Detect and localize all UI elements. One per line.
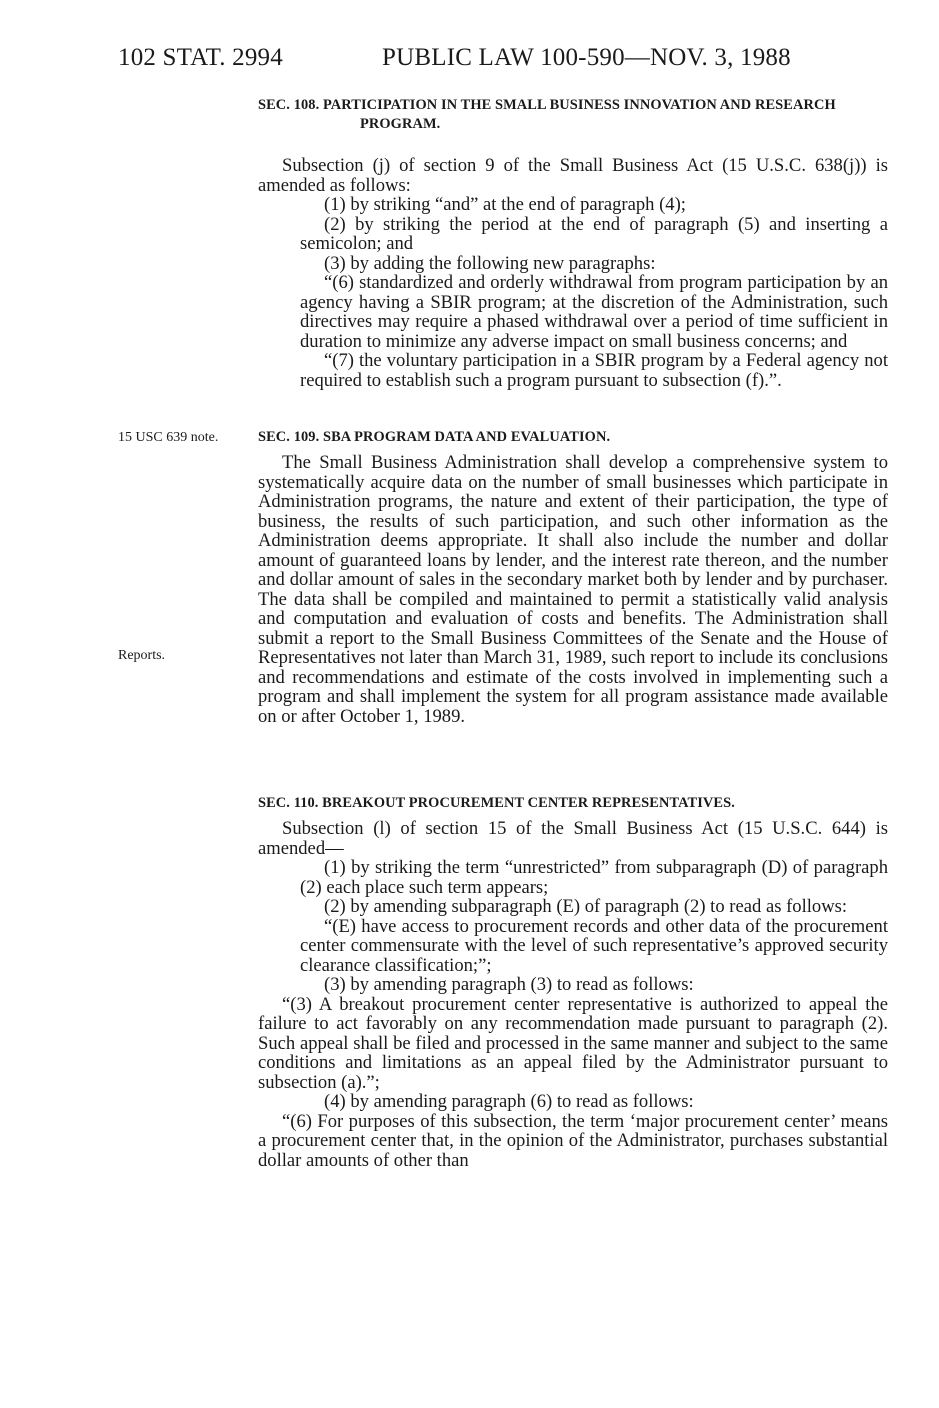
paragraph: (3) by amending paragraph (3) to read as follows: — [324, 974, 694, 995]
section-110-body — [258, 819, 888, 1170]
section-110-heading: SEC. 110. BREAKOUT PROCUREMENT CENTER REPRESENTATIVES. — [258, 795, 735, 811]
section-108 — [258, 96, 888, 390]
paragraph: “(7) the voluntary participation in a SBIR program by a Federal agency not required to establish such a program pursuant to subsection (f).”. — [300, 350, 888, 391]
paragraph: The Small Business Administration shall develop a comprehensive system to systematically acquire data on the number of small businesses which participate in Administration programs, the nature and extent of their participation, the type of business, the results of such participation, and such other information as the Administration deems appropriate. It shall also include the number and dollar amount of guaranteed loans by lender, and the interest rate thereon, and the number and dollar amount of sales in the secondary market both by lender and by purchaser. The data shall be compiled and maintained to permit a statistically valid analysis and computation and evaluation of costs and benefits. The Administration shall submit a report to the Small Business Committees of the Senate and the House of Representatives not later than March 31, 1989, such report to include its conclusions and recommendations and estimate of the costs involved in implementing such a program and shall implement the system for all program assistance made available on or after October 1, 1989. — [258, 452, 888, 727]
paragraph: Subsection (j) of section 9 of the Small Business Act (15 U.S.C. 638(j)) is amended as follows: — [258, 155, 888, 196]
paragraph: (2) by amending subparagraph (E) of paragraph (2) to read as follows: — [324, 896, 848, 917]
paragraph: (1) by striking “and” at the end of paragraph (4); — [324, 194, 686, 215]
paragraph: “(6) For purposes of this subsection, the term ‘major procurement center’ means a procurement center that, in the opinion of the Administrator, purchases substantial dollar amounts of other than — [258, 1110, 888, 1171]
section-109-body — [258, 453, 888, 726]
section-108-body — [258, 156, 888, 390]
paragraph: (4) by amending paragraph (6) to read as follows: — [324, 1091, 694, 1112]
section-108-heading: SEC. 108. PARTICIPATION IN THE SMALL BUSINESS INNOVATION AND RESEARCH PROGRAM. — [258, 97, 836, 132]
paragraph: (3) by adding the following new paragraphs: — [324, 252, 656, 274]
paragraph: (2) by striking the period at the end of paragraph (5) and inserting a semicolon; and — [300, 213, 888, 254]
margin-note-usc: 15 USC 639 note. — [118, 430, 219, 445]
section-109 — [258, 428, 888, 726]
paragraph: “(E) have access to procurement records and other data of the procurement center commensurate with the level of such representative’s approved security clearance classification;”; — [300, 915, 888, 976]
margin-note-reports: Reports. — [118, 648, 166, 663]
stat-page-number: 102 STAT. 2994 — [118, 44, 283, 71]
paragraph: “(6) standardized and orderly withdrawal from program participation by an agency having a SBIR program; at the discretion of the Administration, such directives may require a phased withdrawal over a period of time sufficient in duration to minimize any adverse impact on small business concerns; and — [300, 272, 888, 352]
paragraph: Subsection (l) of section 15 of the Small Business Act (15 U.S.C. 644) is amended— — [258, 818, 888, 859]
running-header — [118, 44, 898, 76]
law-citation: PUBLIC LAW 100-590—NOV. 3, 1988 — [382, 44, 791, 71]
section-110 — [258, 794, 888, 1170]
paragraph: “(3) A breakout procurement center representative is authorized to appeal the failure to act favorably on any recommendation made pursuant to paragraph (2). Such appeal shall be filed and processed in the same manner and subject to the same conditions and limitations as an appeal filed by the Administrator pursuant to subsection (a).”; — [258, 993, 888, 1093]
paragraph: (1) by striking the term “unrestricted” from subparagraph (D) of paragraph (2) each place such term appears; — [300, 857, 888, 898]
section-109-heading: SEC. 109. SBA PROGRAM DATA AND EVALUATION. — [258, 429, 611, 445]
